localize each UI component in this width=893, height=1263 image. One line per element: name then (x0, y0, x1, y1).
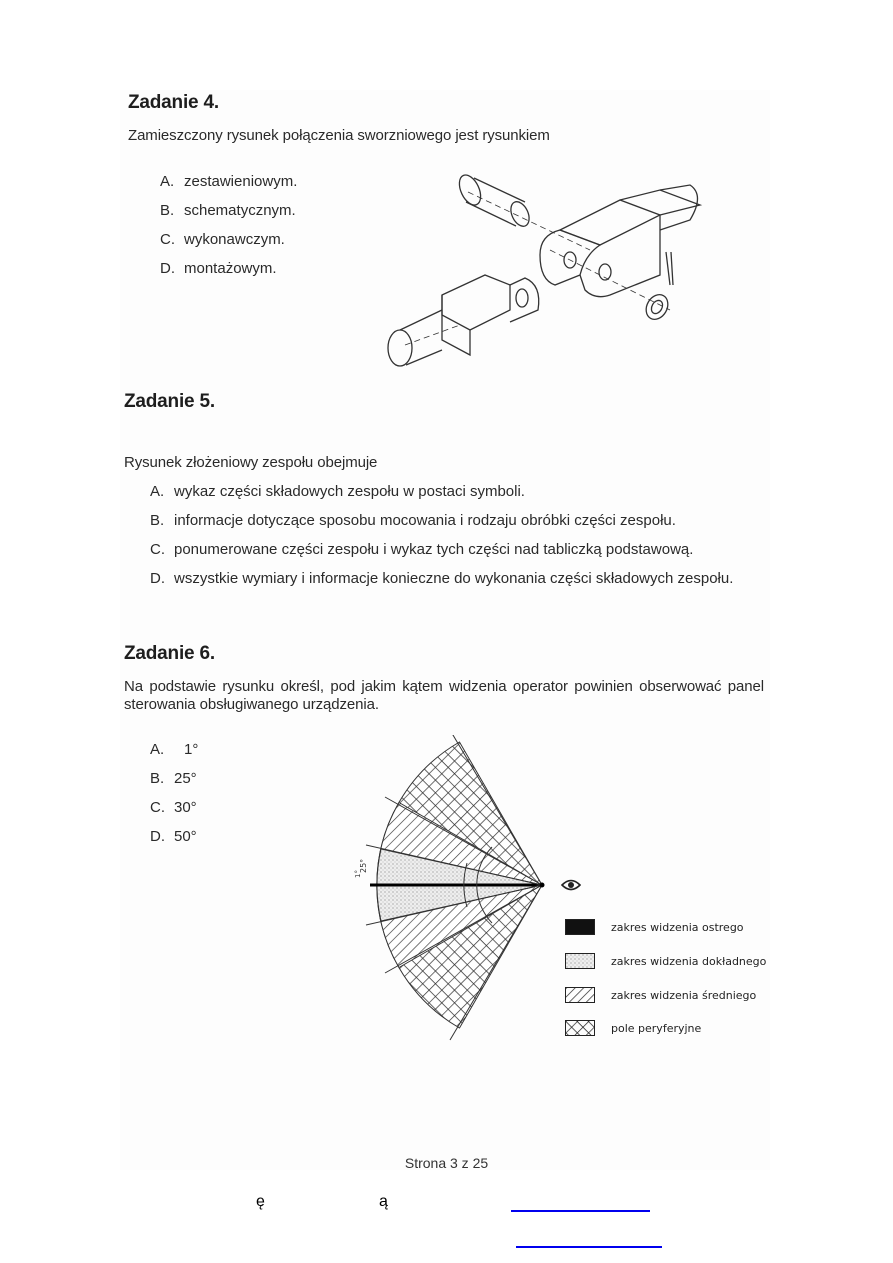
link-underline-1[interactable] (511, 1210, 650, 1212)
option-text: 25° (174, 770, 197, 787)
visual-field-diagram (340, 735, 570, 1065)
task-6-title: Zadanie 6. (124, 643, 215, 664)
task-4-option-d (160, 260, 277, 277)
option-text: schematycznym. (184, 202, 296, 219)
stray-char-e: ę (256, 1193, 265, 1210)
task-4-question: Zamieszczony rysunek połączenia sworzniowego jest rysunkiem (128, 127, 550, 144)
task-6-option-b (150, 770, 197, 787)
legend-item-sharp (565, 917, 744, 937)
legend-item-exact (565, 951, 766, 971)
task-5-title: Zadanie 5. (124, 391, 215, 412)
option-letter: C. (150, 799, 165, 816)
option-text: wykaz części składowych zespołu w postaci symboli. (174, 483, 525, 500)
option-letter: C. (160, 231, 175, 248)
task-4-title: Zadanie 4. (128, 92, 219, 113)
task-5-option-d (150, 570, 765, 588)
page-number: Strona 3 z 25 (404, 1155, 489, 1171)
legend-item-peripheral (565, 1018, 701, 1038)
task-6-question: Na podstawie rysunku określ, pod jakim kątem widzenia operator powinien obserwować panel sterowania obsługiwanego urządzenia. (124, 678, 764, 713)
stray-char-a: ą (379, 1193, 388, 1210)
option-letter: B. (150, 770, 165, 787)
clevis-icon (540, 185, 700, 310)
dotted-swatch-icon (565, 953, 595, 969)
option-letter: D. (150, 828, 165, 845)
option-letter: C. (150, 541, 165, 558)
solid-swatch-icon (565, 919, 595, 935)
task-4-option-a (160, 173, 297, 190)
option-letter: D. (150, 570, 165, 587)
option-letter: D. (160, 260, 175, 277)
option-text: wykonawczym. (184, 231, 285, 248)
legend-label: zakres widzenia dokładnego (611, 954, 767, 968)
task-5-option-c (150, 541, 770, 558)
option-text: zestawieniowym. (184, 173, 298, 190)
task-6-option-d (150, 828, 197, 845)
cotter-pin-icon (642, 252, 673, 323)
pin-icon (455, 172, 590, 250)
legend-label: zakres widzenia średniego (611, 988, 757, 1002)
legend-label: pole peryferyjne (611, 1021, 702, 1035)
small-angle-label: 1° (354, 870, 362, 878)
option-letter: B. (150, 512, 165, 529)
option-text: wszystkie wymiary i informacje konieczne do wykonania części składowych zespołu. (174, 570, 734, 587)
task-5-option-b (150, 512, 770, 529)
legend-label: zakres widzenia ostrego (611, 920, 744, 934)
task-4-option-b (160, 202, 296, 219)
option-text: 30° (174, 799, 197, 816)
pin-joint-drawing (370, 160, 780, 370)
task-4-option-c (160, 231, 285, 248)
angle-label: 25° (359, 858, 368, 873)
task-5-question: Rysunek złożeniowy zespołu obejmuje (124, 454, 378, 471)
option-text: montażowym. (184, 260, 277, 277)
rod-end-icon (388, 275, 539, 366)
option-text: 1° (184, 741, 199, 758)
link-underline-2[interactable] (516, 1246, 662, 1248)
option-text: informacje dotyczące sposobu mocowania i rodzaju obróbki części zespołu. (174, 512, 676, 529)
option-letter: B. (160, 202, 175, 219)
option-text: 50° (174, 828, 197, 845)
task-6-option-c (150, 799, 197, 816)
task-6-option-a (150, 741, 198, 758)
diagonal-hatch-swatch-icon (565, 987, 595, 1003)
task-5-option-a (150, 483, 770, 500)
option-letter: A. (150, 483, 165, 500)
eye-icon (561, 878, 581, 892)
legend-item-middle (565, 985, 756, 1005)
option-letter: A. (150, 741, 165, 758)
cross-hatch-swatch-icon (565, 1020, 595, 1036)
option-letter: A. (160, 173, 175, 190)
option-text: ponumerowane części zespołu i wykaz tych części nad tabliczką podstawową. (174, 541, 694, 558)
